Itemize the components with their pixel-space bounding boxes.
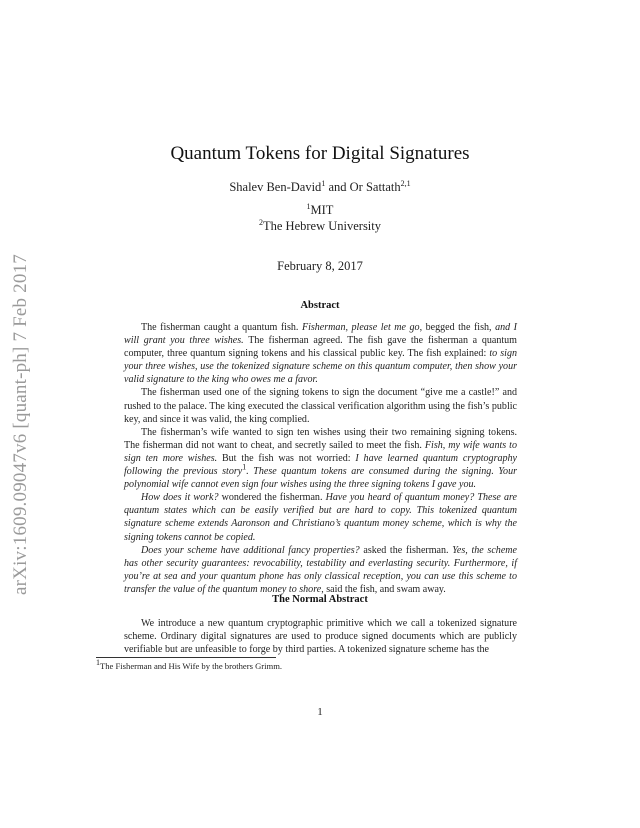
affiliation-mark: 1 [306,201,311,211]
arxiv-identifier-stamp: arXiv:1609.09047v6 [quant-ph] 7 Feb 2017 [10,254,31,595]
paper-title: Quantum Tokens for Digital Signatures [170,143,470,164]
italic-text-run: Fisherman, please let me go [301,322,420,333]
author-name: Or Sattath [349,180,401,194]
normal-abstract-body [124,617,517,656]
italic-text-run: How does it work? [141,492,219,504]
text-run: The fisherman’s wife wanted to sign ten wishes using their two remaining signing tokens. The fisherman did not want to cheat, and secretly sailed to meet the fish. [124,426,517,451]
affiliation-name: MIT [310,203,334,217]
affiliation [0,203,640,218]
abstract-paragraph: The fisherman used one of the signing tokens to sign the document “give me a castle!” and rushed to the palace. The king executed the classical verification algorithm using the fish’s public key, and since it was valid, the king complied. [124,387,517,425]
paper-date: February 8, 2017 [277,259,363,273]
abstract-paragraph [124,544,517,596]
text-run: But the fish was not worried: [217,452,356,464]
abstract-heading: Abstract [300,300,340,311]
author-conjunction: and [325,180,350,194]
affiliation [0,219,640,234]
affiliation-mark: 2 [258,217,263,227]
text-run: , begged the fish, [419,322,496,333]
abstract-paragraph [124,426,517,491]
author-list [0,180,640,195]
text-run: The fisherman caught a quantum fish. [141,322,302,333]
text-run: asked the fisherman. [359,544,453,556]
affiliation-mark: 1 [321,178,326,188]
italic-text-run: Yes, the scheme has other security guarantees: revocability, testability and everlasting security. Furthermore, if you’re at sea and your quantum phone has only classical reception, you can use this scheme to transfer the value of the quantum money to shore [124,544,517,595]
italic-text-run: Does your scheme have additional fancy properties? [141,544,360,556]
affiliation-mark: 2,1 [400,178,411,188]
affiliation-name: The Hebrew University [262,219,382,233]
normal-abstract-paragraph: We introduce a new quantum cryptographic primitive which we call a tokenized signature scheme. Ordinary digital signatures are used to produce signed documents which are publicly verifiable but are unfeasible to forge by third parties. A tokenized signature scheme has the [124,618,517,656]
abstract-paragraph [124,321,517,386]
footnote [96,658,556,672]
italic-text-run: to sign your three wishes, use the tokenized signature scheme on this quantum computer, then show your valid signature to the king who owes me a favor. [124,348,517,386]
abstract-body [124,321,517,596]
text-run: The fisherman agreed. The fish gave the fisherman a quantum computer, three quantum signing tokens and his classical public key. The fish explained: [124,335,517,360]
italic-text-run: Fish, my wife wants to sign ten more wishes. [124,439,517,464]
italic-text-run: Have you heard of quantum money? These are quantum states which can be easily verified but are hard to copy. This tokenized quantum signature scheme extends Aaronson and Christiano’s quantum money scheme, which is why the signing tokens cannot be copied. [124,492,517,543]
author-name: Shalev Ben-David [229,180,322,194]
text-run: , said the fish, and swam away. [321,583,446,595]
footnote-mark: 1 [96,658,100,668]
italic-text-run: . These quantum tokens are consumed during the signing. Your polynomial wife cannot even sign four wishes using the three signing tokens I gave you. [124,466,518,491]
italic-text-run: and I will grant you three wishes. [124,322,518,347]
footnote-reference[interactable]: 1 [242,462,247,472]
italic-text-run: I have learned quantum cryptography following the previous story [124,452,518,478]
page-number: 1 [317,706,323,718]
footnote-text: The Fisherman and His Wife by the brothers Grimm. [100,661,283,671]
abstract-paragraph [124,491,517,543]
text-run: wondered the fisherman. [218,492,326,504]
footnote-divider [96,657,276,658]
normal-abstract-heading: The Normal Abstract [272,594,368,605]
